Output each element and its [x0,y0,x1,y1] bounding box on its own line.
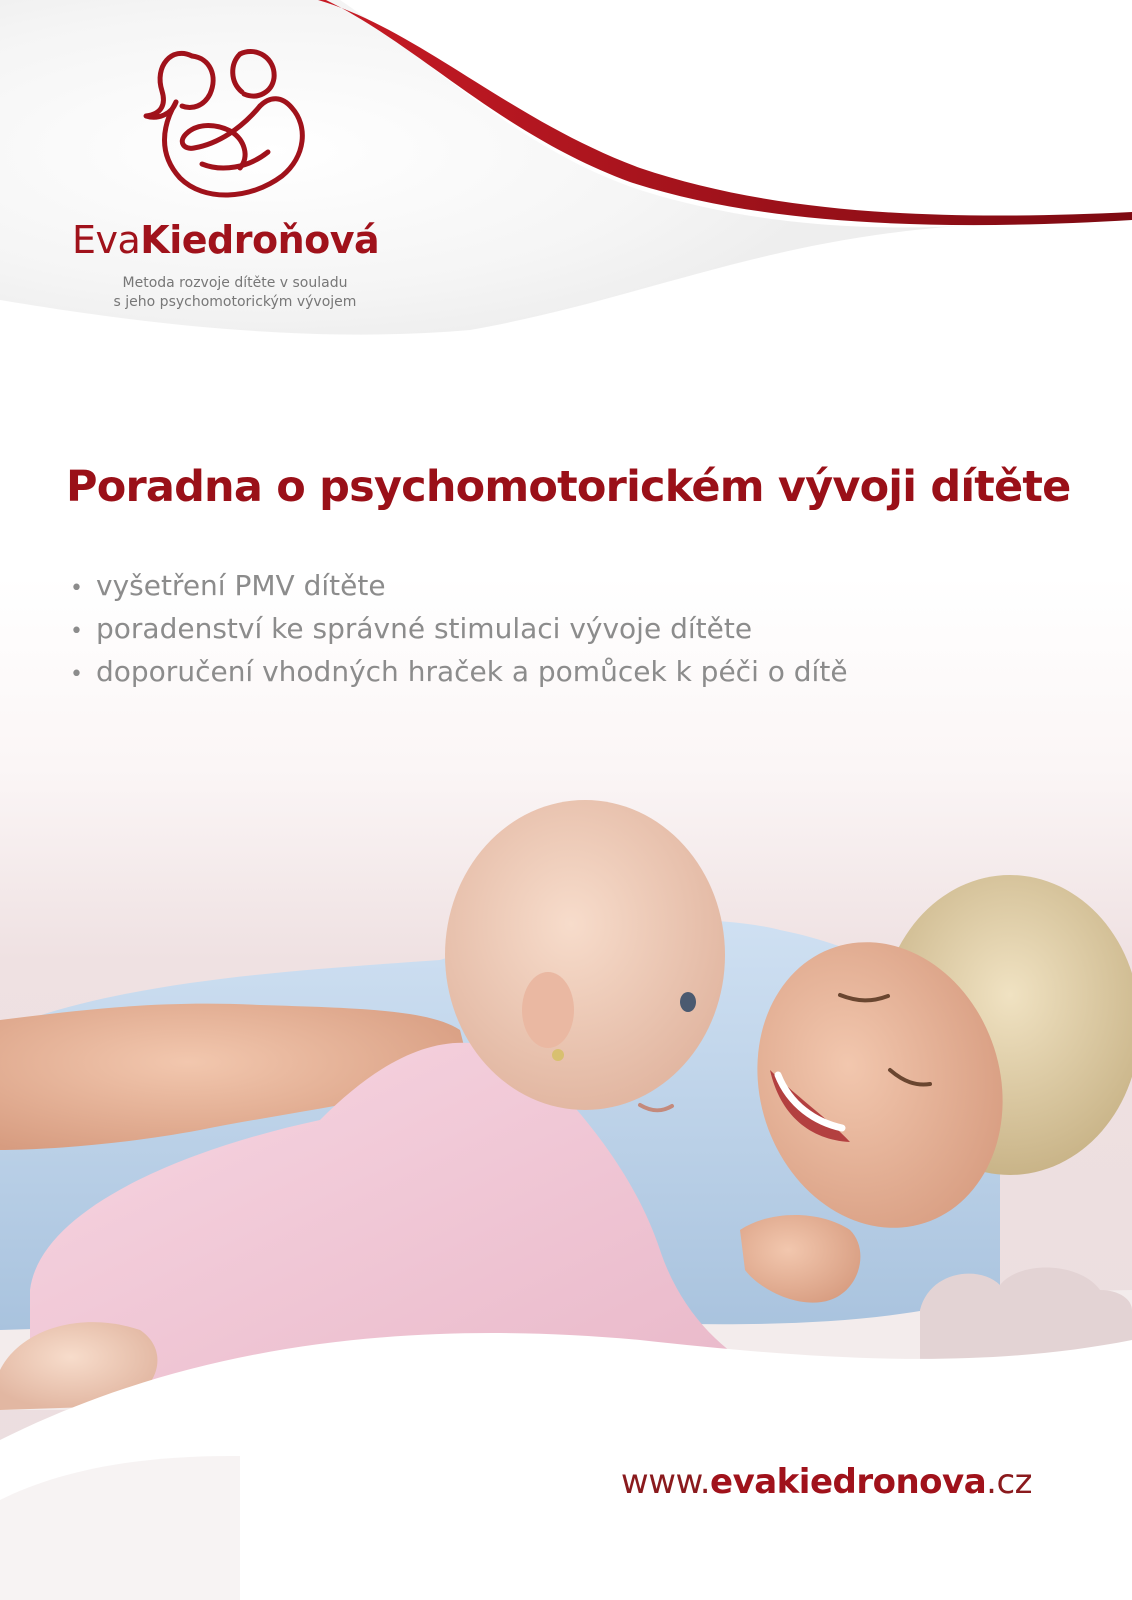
service-label: vyšetření PMV dítěte [96,569,386,602]
page-title: Poradna o psychomotorickém vývoji dítěte [66,462,1071,512]
mother-child-heart-icon [132,36,312,206]
brand-tagline [100,274,370,312]
website-suffix: .cz [986,1462,1032,1502]
brand-logo [70,30,400,310]
bottom-wave-decoration [0,1280,1132,1600]
website-prefix: www. [620,1462,711,1502]
service-label: doporučení vhodných hraček a pomůcek k péči o dítě [96,655,848,688]
tagline-line-2: s jeho psychomotorickým vývojem [113,294,357,310]
brand-name-light: Eva [72,218,141,262]
tagline-line-1: Metoda rozvoje dítěte v souladu [122,275,348,291]
website-domain: evakiedronova [710,1462,987,1502]
bullet-icon: • [70,576,83,601]
brand-name-bold: Kiedroňová [140,218,380,262]
website-link[interactable] [621,1462,1032,1502]
list-item [70,652,848,695]
bullet-icon: • [70,619,83,644]
services-list [70,566,848,695]
bullet-icon: • [70,662,83,687]
list-item [70,609,848,652]
service-label: poradenství ke správné stimulaci vývoje dítěte [96,612,753,645]
brand-name [72,218,379,262]
list-item [70,566,848,609]
